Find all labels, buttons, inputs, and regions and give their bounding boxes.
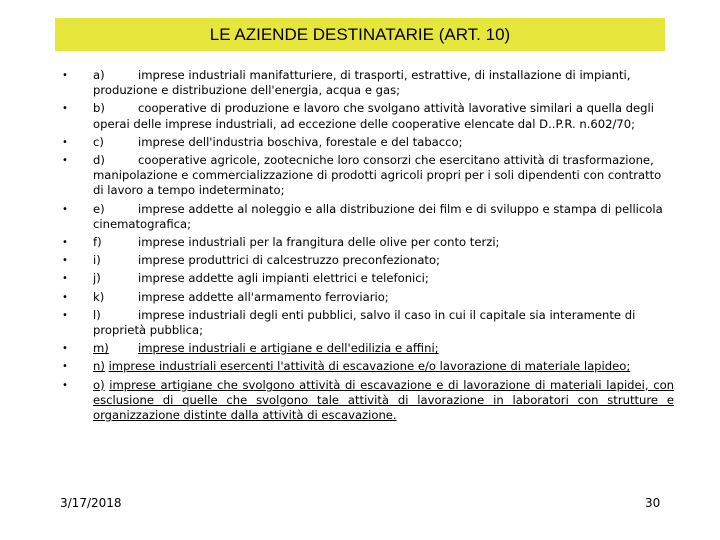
list-item bbox=[62, 253, 674, 268]
item-label: d) bbox=[93, 153, 105, 168]
bullet-icon: • bbox=[62, 203, 68, 215]
item-label: n) bbox=[93, 359, 105, 374]
item-label: m) bbox=[93, 341, 109, 356]
list-item bbox=[62, 341, 674, 356]
item-label: e) bbox=[93, 201, 105, 216]
item-label: c) bbox=[93, 134, 104, 149]
title-bar bbox=[55, 18, 665, 51]
list-item bbox=[62, 290, 674, 305]
bullet-icon: • bbox=[62, 237, 68, 249]
item-text: cooperative agricole, zootecniche loro consorzi che esercitano attività di trasformazione, manipolazione e commercializzazione di prodotti agricoli propri per i soli dipendenti con contratto di lavoro a tempo indeterminato; bbox=[93, 153, 662, 198]
items-list bbox=[62, 68, 674, 426]
item-text: imprese industriali degli enti pubblici, salvo il caso in cui il capitale sia interamente di proprietà pubblica; bbox=[93, 307, 636, 338]
item-label: j) bbox=[93, 271, 101, 286]
list-item bbox=[62, 271, 674, 286]
item-label: o) bbox=[93, 377, 105, 392]
list-item bbox=[62, 101, 674, 131]
item-text: imprese addette agli impianti elettrici e telefonici; bbox=[138, 271, 429, 286]
item-label: a) bbox=[93, 68, 105, 82]
bullet-icon: • bbox=[62, 291, 68, 303]
bullet-icon: • bbox=[62, 155, 68, 167]
item-label: i) bbox=[93, 253, 101, 268]
bullet-icon: • bbox=[62, 103, 68, 115]
item-text: imprese industriali manifatturiere, di trasporti, estrattive, di installazione di impianti, produzione e distribuzione dell'energia, acqua e gas; bbox=[93, 68, 631, 98]
list-item bbox=[62, 135, 674, 150]
list-item bbox=[62, 359, 674, 374]
item-text: imprese industriali esercenti l'attività di escavazione e/o lavorazione di materiale lapideo; bbox=[108, 359, 631, 374]
item-text: imprese industriali e artigiane e dell'edilizia e affini; bbox=[138, 341, 439, 356]
item-text: cooperative di produzione e lavoro che svolgano attività lavorative similari a quella degli operai delle imprese industriali, ad eccezione delle cooperative elencate dal D..P.R. n.602/70; bbox=[93, 101, 654, 131]
item-label: k) bbox=[93, 289, 105, 304]
footer-date: 3/17/2018 bbox=[60, 496, 122, 510]
item-label: b) bbox=[93, 101, 105, 116]
bullet-icon: • bbox=[62, 309, 68, 321]
bullet-icon: • bbox=[62, 136, 68, 148]
list-item bbox=[62, 153, 674, 199]
bullet-icon: • bbox=[62, 343, 68, 355]
slide-title: LE AZIENDE DESTINATARIE (ART. 10) bbox=[209, 24, 511, 44]
item-label: l) bbox=[93, 307, 101, 322]
bullet-icon: • bbox=[62, 255, 68, 267]
item-text: imprese addette all'armamento ferroviario; bbox=[138, 289, 389, 304]
item-text: imprese addette al noleggio e alla distribuzione dei film e di sviluppo e stampa di pellicola cinematografica; bbox=[93, 201, 663, 231]
list-item bbox=[62, 68, 674, 98]
item-text: imprese industriali per la frangitura delle olive per conto terzi; bbox=[138, 235, 500, 250]
item-text: imprese artigiane che svolgono attività di escavazione e di lavorazione di materiali lapidei, con esclusione di quelle che svolgono tale attività di lavorazione in laboratori con strutture e organizzazione distinte dalla attività di escavazione. bbox=[93, 377, 675, 423]
item-label: f) bbox=[93, 235, 102, 250]
bullet-icon: • bbox=[62, 379, 68, 391]
item-text: imprese produttrici di calcestruzzo preconfezionato; bbox=[138, 253, 440, 268]
bullet-icon: • bbox=[62, 361, 68, 373]
item-text: imprese dell'industria boschiva, forestale e del tabacco; bbox=[138, 134, 463, 149]
list-item bbox=[62, 378, 674, 424]
list-item bbox=[62, 308, 674, 338]
list-item bbox=[62, 202, 674, 232]
bullet-icon: • bbox=[62, 70, 68, 81]
page-number: 30 bbox=[645, 496, 661, 510]
list-item bbox=[62, 235, 674, 250]
bullet-icon: • bbox=[62, 273, 68, 285]
